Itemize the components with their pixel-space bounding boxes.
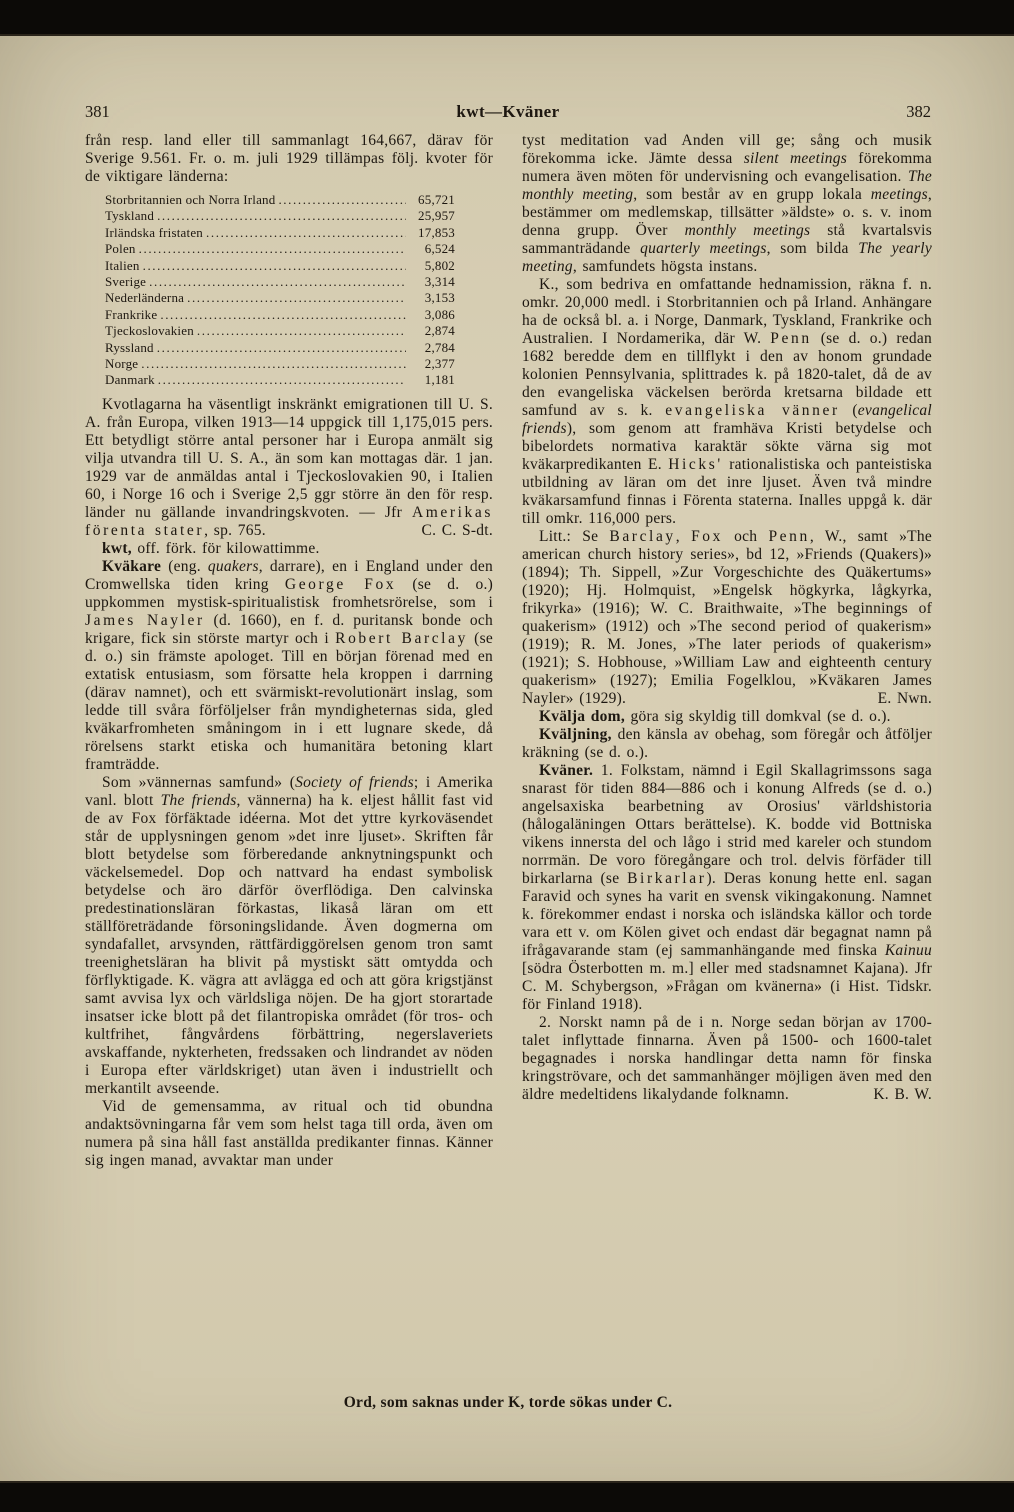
scan-edge-bottom	[0, 1481, 1014, 1512]
letterspaced-name: Penn	[768, 528, 810, 545]
italic-text: silent meetings	[743, 150, 848, 167]
dot-leader	[157, 340, 406, 356]
body-text: , vännerna) ha k. eljest hållit fast vid de av Fox förfäktade idéerna. Mot det yttre kyrkoväsendet står de upplysningen genom »det inre ljuset». Skriften får blott betydelse som förberedande anknytningspunkt och väckelsemedel. Dop och nattvard ha endast symbolisk betydelse och äro därför överflödiga. Den calvinska predestinationsläran förkastas, likaså läran om ett ställföreträdande försoningslidande. Även dogmerna om syndafallet, arvsynden, rättfärdiggörelsen genom tron samt treenighetsläran ha blivit på mystiskt sätt omtydda och förflyktigade. K. vägra att avlägga ed och att göra krigstjänst samt avvisa lyx och världsliga nöjen. De ha gjort storartade insatser icke blott på det filantropiska området (för tros- och kultfrihet, fångvårdens förbättring, negerslaveriets avskaffande, nykterheten, fredssaken och lindrandet av nöden i Europa efter världskriget) utan även i industriellt och merkantilt avseende.	[85, 791, 493, 1097]
dot-leader	[278, 192, 406, 208]
body-text: , sp. 765.	[204, 521, 266, 539]
paragraph-litteratur	[522, 528, 932, 708]
continuation-paragraph	[522, 132, 932, 276]
body-text: Litt.: Se	[539, 528, 610, 545]
italic-text: evangelical friends	[522, 402, 932, 437]
quota-table-row	[105, 208, 455, 224]
dot-leader	[143, 258, 406, 274]
quota-value: 2,784	[424, 339, 455, 355]
entry-word: Kvälja dom,	[539, 708, 625, 725]
body-text: göra sig skyldig till domkval (se d. o.).	[624, 708, 891, 725]
body-text: , samfundets högsta instans.	[572, 258, 758, 275]
footer-note: Ord, som saknas under K, torde sökas under C.	[343, 1394, 673, 1411]
continuation-paragraph	[85, 132, 493, 186]
body-text: [södra Österbotten m. m.] eller med stadsnamnet Kajana). Jfr C. M. Schybergson, »Frågan om kvänerna» (i Hist. Tidskr. för Finland 1918).	[522, 960, 932, 1013]
dot-leader	[158, 372, 406, 388]
entry-kvakare	[85, 558, 493, 774]
quota-country: Tyskland	[105, 208, 155, 224]
dot-leader	[141, 356, 406, 372]
letterspaced-name: Penn	[770, 330, 812, 347]
quota-table-row	[105, 323, 455, 339]
letterspaced-name: Fox	[691, 528, 723, 545]
body-text: förekomma numera även möten för undervisning och evangelisation.	[522, 150, 932, 185]
body-text: (se d. o.) sin främste apologet. Till en början förenad med en extatisk entusiasm, som försatte hela kroppen i darrning (därav namnet), och ett svärmiskt-revolutionärt inslag, som ledde till svåra förföljelser från myndigheternas sida, gled kväkarfromheten småningom in i ett lugnare skede, då rörelsens starkt etiska och humanitära betoning klart framträdde.	[85, 629, 493, 773]
quota-country: Danmark	[105, 372, 155, 388]
italic-text: The yearly meeting	[522, 240, 932, 275]
header-title: kwt—Kväner	[456, 102, 560, 121]
quota-country: Tjeckoslovakien	[105, 323, 194, 339]
quota-value: 1,181	[424, 372, 455, 388]
quota-country: Ryssland	[105, 339, 154, 355]
quota-table-row	[105, 225, 455, 241]
quota-value: 6,524	[424, 241, 455, 257]
letterspaced-name: Barclay	[609, 528, 676, 545]
letterspaced-name: George Fox	[284, 575, 397, 593]
body-text: den känsla av obehag, som föregår och åtföljer kräkning (se d. o.).	[522, 726, 932, 761]
page-header	[85, 102, 931, 122]
author-signature: C. C. S-dt.	[421, 521, 493, 539]
paragraph-hednamission	[522, 276, 932, 528]
paragraph-kvotlagarna	[85, 396, 493, 540]
quota-country: Storbritannien och Norra Irland	[105, 192, 276, 207]
body-text: Vid de gemensamma, av ritual och tid obundna andaktsövningarna får vem som helst taga till orda, även om numera på sina håll fast anställda predikanter finnas. Känner sig ingen manad, avvaktar man under	[85, 1097, 493, 1169]
letterspaced-name: James Nayler	[85, 611, 205, 629]
body-text: tyst meditation vad Anden vill ge; sång och musik förekomma icke. Jämte dessa	[522, 132, 932, 167]
paragraph-kvaner-2	[522, 1014, 932, 1104]
quota-country: Sverige	[105, 274, 147, 290]
italic-text: quakers	[207, 557, 259, 575]
author-signature: K. B. W.	[873, 1086, 932, 1103]
body-text: (d. 1660), en f. d. puritansk bonde och krigare, fick sin störste martyr och i	[85, 611, 493, 647]
body-text: (	[839, 402, 858, 419]
quota-table-row	[105, 340, 455, 356]
page-number-left: 381	[85, 102, 110, 121]
quota-country: Norge	[105, 356, 139, 372]
quota-table-row	[105, 356, 455, 372]
quota-value: 3,314	[424, 274, 455, 290]
italic-text: quarterly meetings	[640, 240, 767, 257]
body-text: , som bilda	[766, 240, 859, 257]
body-text: , darrare), en i England under den Cromwellska tiden kring	[85, 557, 494, 593]
scan-edge-top	[0, 0, 1014, 36]
body-text: ), som genom att framhäva Kristi betydelse och bibelordets normativa karaktär sökte värna sig mot kväkarpredikanten E.	[522, 420, 932, 473]
dot-leader	[149, 274, 406, 290]
body-text: Kvotlagarna ha väsentligt inskränkt emigrationen till U. S. A. från Europa, vilken 1913—14 uppgick till 1,175,015 pers. Ett betydligt större antal personer har i Europa anmält sig vilja utvandra till U. S. A., än som kan mottagas där. 1 jan. 1929 var de anmäldas antal i Tjeckoslovakien 90, i Italien 60, i Norge 16 och i Sverige 2,5 ggr större än den för resp. länder nu gällande invandringskvoten. — Jfr	[85, 395, 493, 521]
author-signature: E. Nwn.	[877, 690, 932, 707]
letterspaced-name: Amerikas förenta stater	[85, 503, 493, 539]
entry-word: Kväkare	[102, 557, 162, 575]
dot-leader	[187, 290, 406, 306]
body-text: K., som bedriva en omfattande hednamission, räkna f. n. omkr. 20,000 medl. i Storbritannien och på Irland. Anhängare ha de också bl. a. i Norge, Danmark, Tyskland, Frankrike och Australien. I Nordamerika, där W.	[522, 276, 933, 347]
entry-word: kwt,	[102, 539, 132, 557]
quota-value: 5,802	[424, 257, 455, 273]
body-text: 1. Folkstam, nämnd i Egil Skallagrimssons saga snarast för tiden 884—886 och i konung Alfreds (se d. o.) angelsaxiska bearbetning av Orosius' världshistoria (hålogaläningen Ottars berättelse). K. bodde vid Bottniska vikens innersta del och lågo i strid med kareler och stundom norrmän. De voro föregångare och trol. delvis förfäder till birkarlarna (se	[522, 762, 932, 887]
body-text: ). Deras konung hette enl. sagan Faravid och synes ha varit en svensk vikingakonung. Namnet k. förekommer endast i norska och isländska källor och torde vara ett v. om Kölen givet och endast där begagnat namn på ifrågavarande stam (ej sammanhängande med finska	[522, 870, 932, 959]
quota-value: 17,853	[418, 224, 455, 240]
body-text: rationalistiska och panteistiska utbildning av läran om det inre ljuset. Även två mindre kväkarsamfund finnas i Förenta staterna. Inalles uppgå k. där till omkr. 116,000 pers.	[522, 456, 932, 527]
dot-leader	[197, 323, 406, 339]
quota-table-row	[105, 372, 455, 388]
quota-table-row	[105, 258, 455, 274]
letterspaced-name: Hicks'	[668, 456, 723, 473]
quota-value: 3,086	[424, 306, 455, 322]
body-text: från resp. land eller till sammanlagt 164,667, därav för Sverige 9.561. Fr. o. m. juli 1929 tillämpas följ. kvoter för de viktigare länderna:	[85, 132, 493, 185]
italic-text: The monthly meeting	[522, 168, 932, 203]
quota-table-row	[105, 290, 455, 306]
body-text: ,	[675, 528, 692, 545]
entry-kwt	[85, 540, 493, 558]
quota-value: 2,874	[424, 323, 455, 339]
dot-leader	[160, 307, 406, 323]
body-text: 2. Norskt namn på de i n. Norge sedan början av 1700-talet inflyttade finnarna. Även på 1500- och 1600-talet begagnades i norska handlingar detta namn för finska kringströvare, och det sammanhänger möjligen även med den äldre medeltidens likalydande folknamn.	[522, 1014, 932, 1103]
dot-leader	[139, 241, 406, 257]
page-number-right: 382	[906, 102, 931, 121]
quota-table-row	[105, 274, 455, 290]
paragraph-andaktsovningar	[85, 1098, 493, 1170]
letterspaced-name: Robert Barclay	[335, 629, 468, 647]
quota-value: 65,721	[418, 192, 455, 207]
quota-country: Polen	[105, 241, 136, 257]
quota-table	[105, 192, 455, 389]
quota-value: 2,377	[424, 356, 455, 372]
letterspaced-name: Birkarlar	[627, 870, 707, 887]
quota-value: 25,957	[418, 208, 455, 224]
italic-text: meetings	[870, 186, 928, 203]
body-text: Som »vännernas samfund» (	[102, 773, 296, 791]
italic-text: Society of friends	[295, 773, 414, 791]
body-text: off. förk. för kilowattimme.	[131, 539, 320, 557]
body-text: (se d. o.) uppkommen mystisk-spiritualistisk fromhetsrörelse, som i	[85, 575, 493, 611]
entry-kvaljning	[522, 726, 932, 762]
letterspaced-name: evangeliska vänner	[665, 402, 840, 419]
body-text: och	[723, 528, 769, 545]
quota-value: 3,153	[424, 290, 455, 306]
body-text: ; i Amerika vanl. blott	[85, 773, 493, 809]
body-text: , som består av en grupp lokala	[633, 186, 871, 203]
quota-table-row	[105, 241, 455, 257]
body-text: (se d. o.) redan 1682 beredde dem en tillflykt i den av honom grundade kolonien Pennsylvania, splittrades k. på 1820-talet, då de av den evangeliska väckelsen berörda kretsarna bildade ett samfund av s. k.	[522, 330, 932, 419]
quota-country: Irländska fristaten	[105, 224, 204, 240]
body-text: , bestämmer om medlemskap, tillsätter »äldste» o. s. v. inom denna grupp. Över	[522, 186, 932, 239]
paragraph-vannernas-samfund	[85, 774, 493, 1098]
quota-country: Italien	[105, 257, 140, 273]
italic-text: Kainuu	[884, 942, 932, 959]
italic-text: monthly meetings	[684, 222, 811, 239]
left-column	[85, 132, 493, 1170]
quota-table-row	[105, 307, 455, 323]
quota-table-row	[105, 192, 455, 208]
body-text: (eng.	[161, 557, 208, 575]
quota-country: Frankrike	[105, 306, 158, 322]
italic-text: The friends	[160, 791, 237, 809]
body-text: stå kvartalsvis sammanträdande	[522, 222, 933, 257]
right-column	[522, 132, 932, 1104]
entry-kvalja-dom	[522, 708, 932, 726]
quota-country: Nederländerna	[105, 290, 185, 306]
entry-word: Kväner.	[539, 762, 594, 779]
body-text: , W., samt »The american church history series», bd 12, »Friends (Quakers)» (1894); Th. Sippell, »Zur Vorgeschichte des Quäkertums» (1920); Hj. Holmquist, »Engelsk högkyrka, lågkyrka, frikyrka» (1916); W. C. Braithwaite, »The beginnings of quakerism» (1912) och »The second period of quakerism» (1919); R. M. Jones, »The later periods of quakerism» (1921); S. Hobhouse, »William Law and eighteenth century quakerism» (1927); Emilia Fogelklou, »Kväkaren James Nayler» (1929).	[522, 528, 933, 707]
entry-kvaner	[522, 762, 932, 1014]
entry-word: Kväljning,	[539, 726, 612, 743]
dot-leader	[157, 208, 406, 224]
dot-leader	[206, 225, 406, 241]
